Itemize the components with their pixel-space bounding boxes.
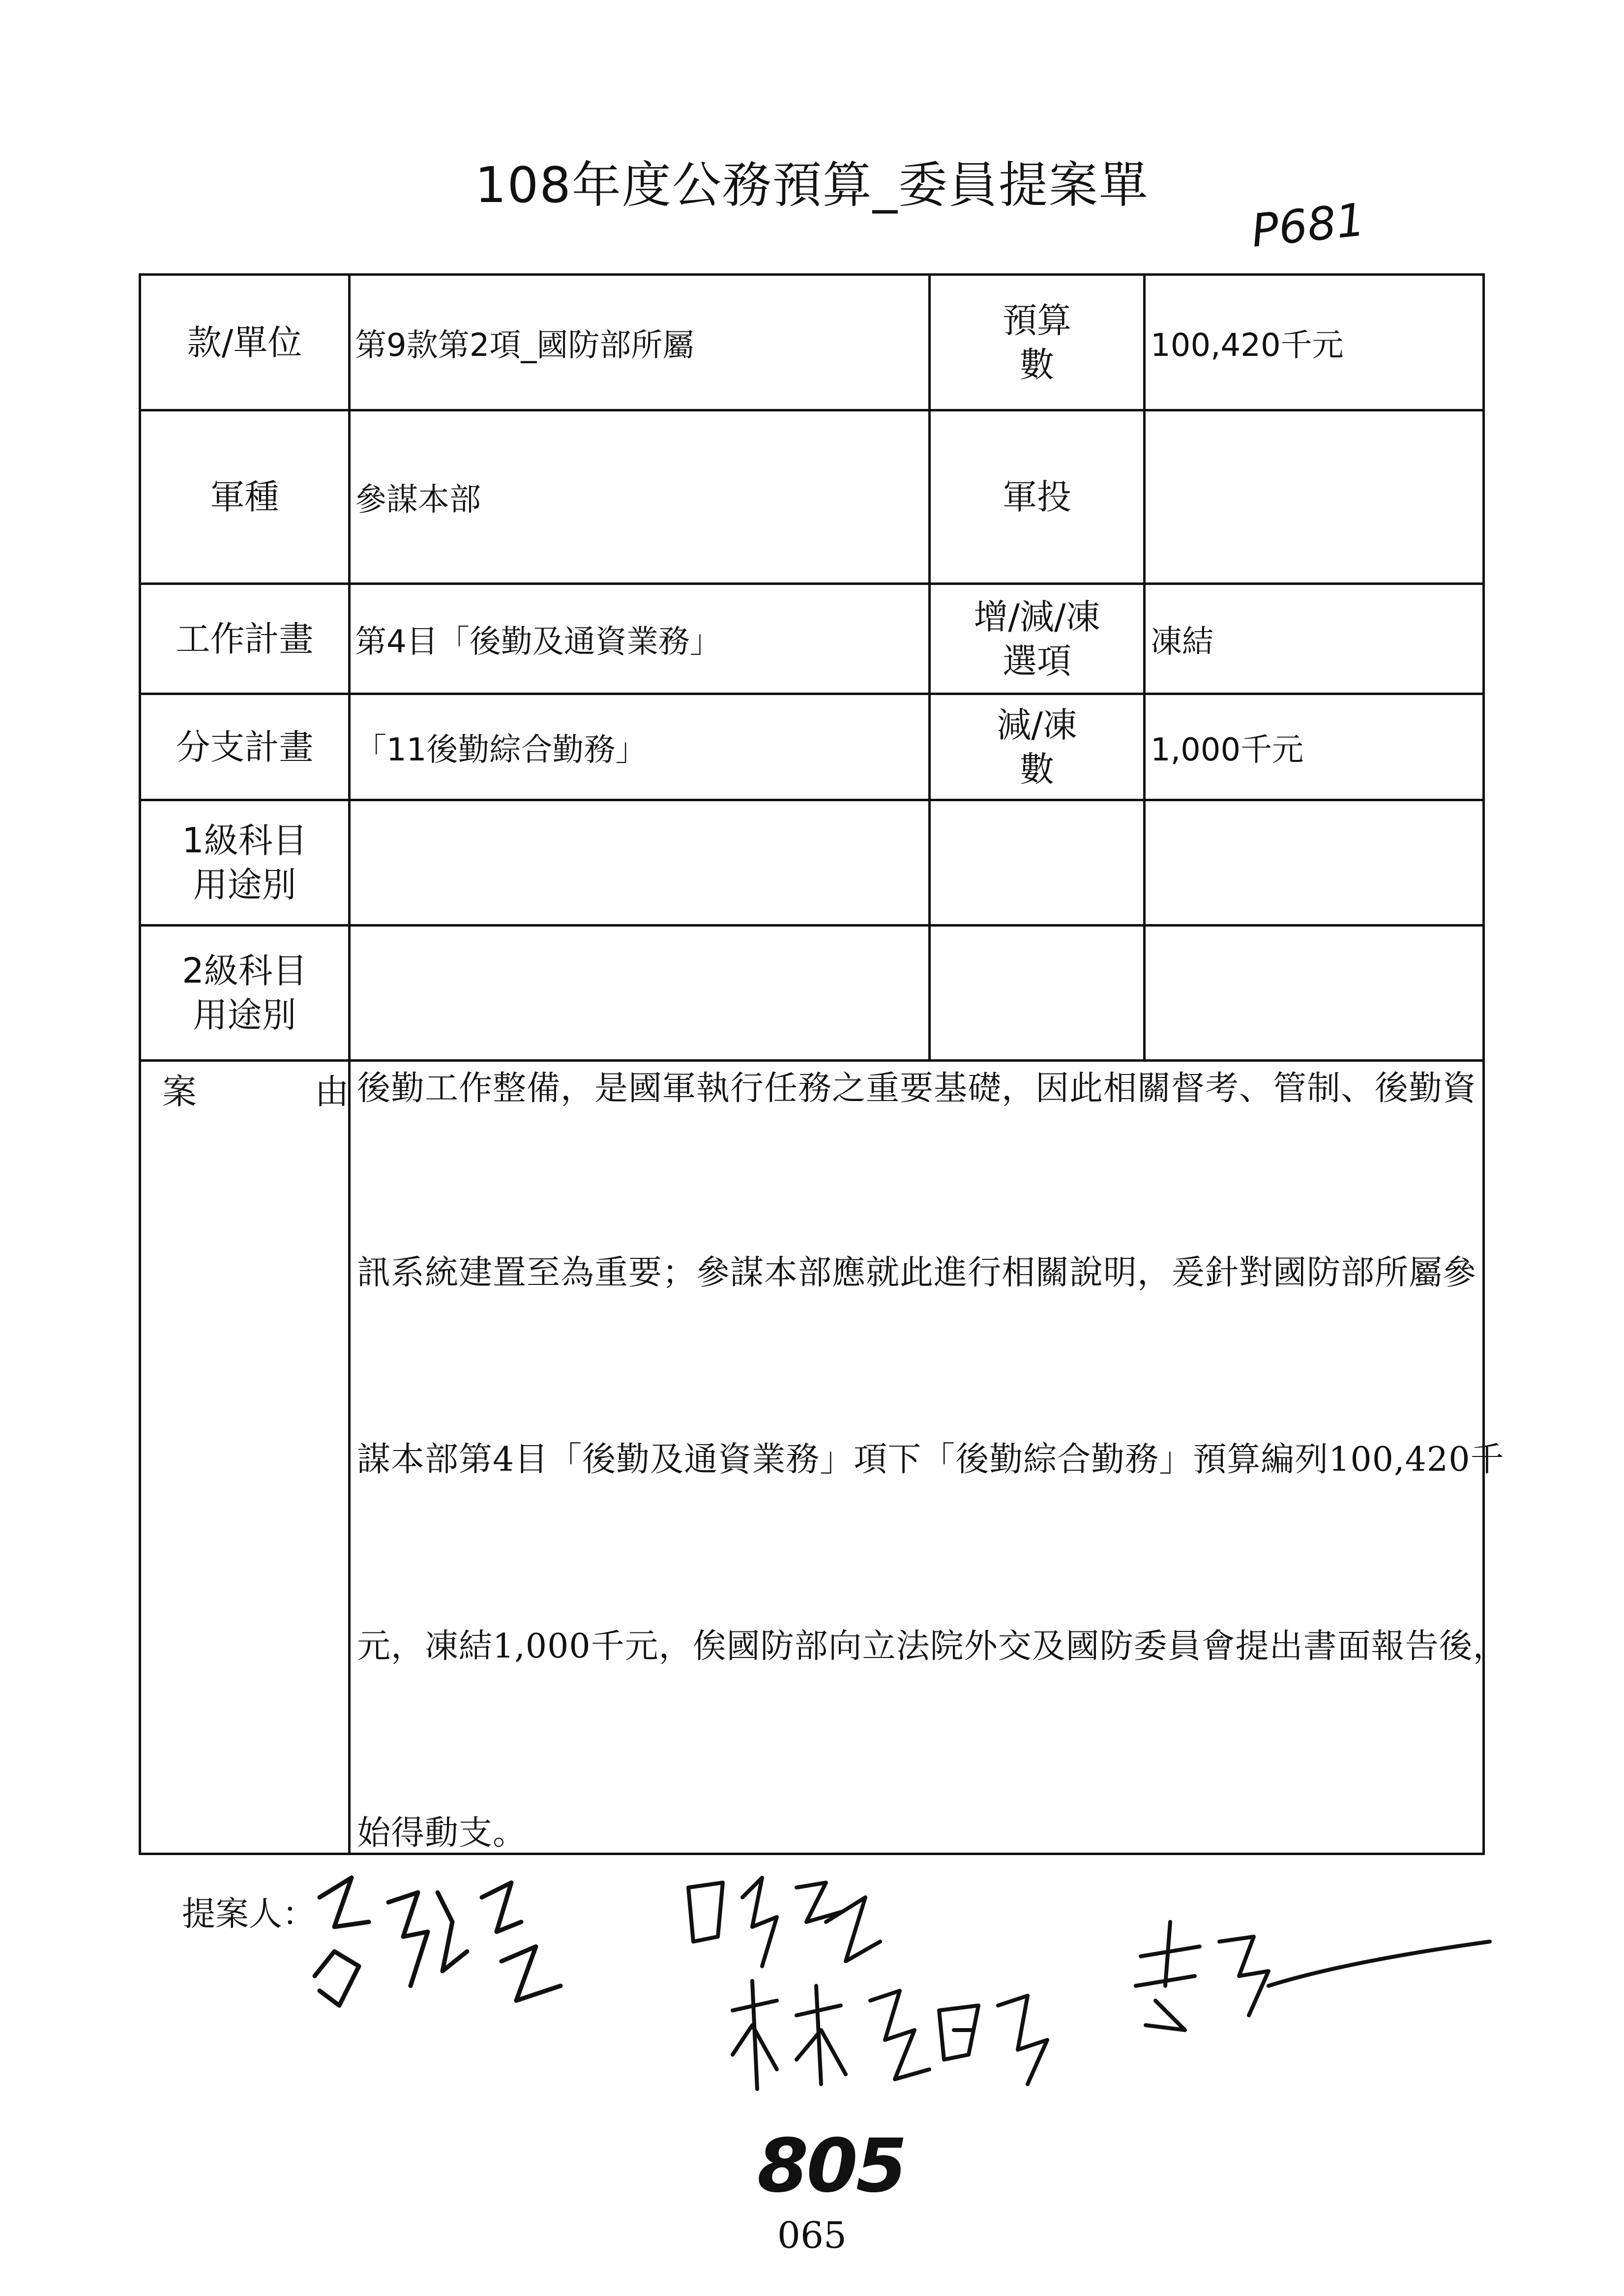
label-service: 軍種 (210, 477, 279, 517)
label-reason-char-2: 由 (315, 1072, 349, 1112)
value-budget-amount: 100,420千元 (1151, 327, 1344, 364)
value-level2-subject (355, 927, 925, 1059)
label-reason (162, 1064, 349, 1114)
label-work-plan: 工作計畫 (176, 618, 314, 659)
value-unit: 第9款第2項_國防部所屬 (355, 327, 694, 364)
reason-line-4: 元，凍結1,000千元，俟國防部向立法院外交及國防委員會提出書面報告後， (357, 1627, 1507, 1666)
value-military-investment (1151, 411, 1480, 582)
label-level2-subject: 2級科目 用途別 (182, 951, 307, 1035)
page-number: 065 (777, 2214, 847, 2257)
value-level1-subject (355, 801, 925, 924)
proposer-label: 提案人： (182, 1895, 316, 1934)
page-title: 108年度公務預算_委員提案單 (475, 156, 1149, 214)
value-adjust-option: 凍結 (1151, 623, 1213, 660)
value-cut-freeze-amount: 1,000千元 (1151, 731, 1304, 768)
label-unit: 款/單位 (187, 322, 302, 363)
signature-1 (305, 1863, 580, 2015)
reason-line-3: 謀本部第4目「後勤及通資業務」項下「後勤綜合勤務」預算編列100,420千 (357, 1440, 1505, 1479)
label-level1-subject: 1級科目 用途別 (182, 820, 307, 905)
label-reason-char-1: 案 (162, 1072, 197, 1112)
value-service: 參謀本部 (355, 482, 481, 518)
label-adjust-option: 增/減/凍 選項 (974, 596, 1100, 681)
label-sub-plan: 分支計畫 (176, 727, 314, 767)
label-military-investment: 軍投 (1003, 477, 1071, 517)
signature-3 (723, 1971, 1165, 2099)
signature-2 (679, 1868, 885, 1976)
value-work-plan: 第4目「後勤及通資業務」 (355, 623, 721, 660)
label-budget-amount: 預算 數 (1003, 300, 1071, 385)
reason-line-5: 始得動支。 (357, 1814, 527, 1853)
reason-line-2: 訊系統建置至為重要；參謀本部應就此進行相關說明，爰針對國防部所屬參 (357, 1253, 1477, 1292)
reason-line-1: 後勤工作整備，是國軍執行任務之重要基礎，因此相關督考、管制、後勤資 (357, 1069, 1477, 1108)
value-sub-plan: 「11後勤綜合勤務」 (355, 731, 647, 768)
signature-4 (1126, 1912, 1500, 2040)
handwritten-page-ref: P681 (1249, 193, 1368, 258)
handwritten-number: 805 (757, 2123, 906, 2209)
label-cut-freeze-amount: 減/凍 數 (997, 704, 1077, 789)
